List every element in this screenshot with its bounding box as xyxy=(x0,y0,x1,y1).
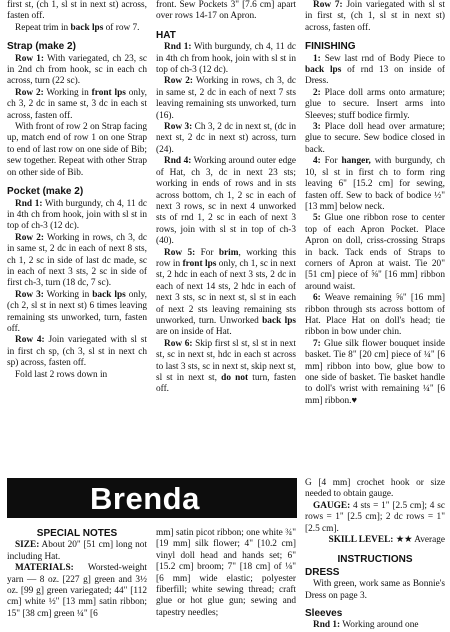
hat-row-7 xyxy=(305,0,445,34)
pocket-heading: Pocket (make 2) xyxy=(7,186,84,198)
pocket-rnd-1 xyxy=(7,199,147,233)
size-text xyxy=(7,540,147,563)
pocket-sew-text: front. Sew Pockets 3" [7.6 cm] apart over rows 14-17 on Apron. xyxy=(156,0,296,22)
instructions-heading: INSTRUCTIONS xyxy=(337,554,413,566)
special-notes-column xyxy=(7,528,147,620)
hat-row-5 xyxy=(156,248,296,339)
text: ★★ Average xyxy=(393,535,445,546)
row-label: Row 6: xyxy=(164,338,193,349)
text: Skip first sl st, sl st in next st, sc in next st, hdc in each st across to last 3 sts, sc in next st, skip next st, sl st in next st, xyxy=(156,338,296,383)
fold-text: Fold last 2 rows down in xyxy=(15,369,108,380)
pocket-row-3 xyxy=(7,290,147,336)
trim-text xyxy=(7,23,147,34)
row-label: Row 2: xyxy=(15,232,44,243)
strap-row-1 xyxy=(7,54,147,88)
finishing-step-1 xyxy=(305,54,445,88)
step-label: 5: xyxy=(313,213,321,224)
text: are on inside of Hat. xyxy=(156,327,232,338)
dress-text: With green, work same as Bonnie's Dress on page 3. xyxy=(305,579,445,601)
skill-level xyxy=(305,535,445,546)
hook-text: G [4 mm] crochet hook or size needed to obtain gauge. xyxy=(305,478,445,500)
text: Sew last rnd of Body Piece to xyxy=(320,53,445,64)
text: Ch 3, 2 dc in next st, (dc in next st, 2 dc in next st) across, turn (24). xyxy=(156,122,296,155)
row-label: Rnd 1: xyxy=(15,198,43,209)
hat-heading: HAT xyxy=(156,29,176,41)
materials-continued-column xyxy=(156,528,296,619)
text: 4 sts = 1" [2.5 cm]; 4 sc rows = 1" [2.5 cm]; 2 dc rows = 1" [2.5 cm]. xyxy=(305,500,445,534)
text: Working around outer edge of Hat, ch 3, dc in next 23 sts; working in ends of rows and in sts across bottom, ch 1, 2 sc in each of next 3 rows, sc in next 4 unworked sts of rnd 1, 2 sc in each of next 3 rows, join with sl st in top of ch-3 (40). xyxy=(156,156,297,247)
strap-assembly: With front of row 2 on Strap facing up, match end of row 1 on one Strap to end of last row on one side of Bib; sew together. Repeat with other Strap on other side of Bib. xyxy=(7,122,147,178)
row-label: Row 2: xyxy=(164,76,193,87)
bold-text: front lps xyxy=(91,87,126,98)
text: Worsted-weight yarn — 8 oz. [227 g] green and 3½ oz. [99 g] green variegated; 44" [112 cm] white ½" [13 mm] satin ribbon; 15" [38 cm] green ¼" [6 xyxy=(7,563,147,619)
hat-rnd-1 xyxy=(156,42,296,76)
materials-continued: mm] satin picot ribbon; one white ¾" [19 mm] silk flower; 4" [10.2 cm] vinyl doll head and hands set; 6" [15.2 cm] broom; 7" [18 cm] of ⅛" [6 mm] wide elastic; polyester fiberfill; white sewing thread; craft glue or hot glue gun; sewing and tapestry needles; xyxy=(156,528,296,618)
finishing-step-6 xyxy=(305,293,445,339)
pocket-row-4 xyxy=(7,335,147,369)
text: with burgundy, ch 10, sl st in first ch to form ring leaving 6" [15.2 cm] for sewing, fasten off. Sew to back of bodice ½" [13 mm] below neck. xyxy=(305,156,445,212)
row-label: Row 1: xyxy=(15,53,44,64)
text: Place doll head over armature; glue to secure. Sew bodice closed in back. xyxy=(305,122,445,155)
finishing-heading: FINISHING xyxy=(305,41,356,53)
bold-text: do not xyxy=(221,373,249,383)
hat-row-6 xyxy=(156,339,296,396)
row-label: Rnd 1: xyxy=(313,620,341,631)
materials-text xyxy=(7,563,147,620)
text: For xyxy=(320,156,342,167)
text: , working this row in xyxy=(156,247,296,269)
step-label: 3: xyxy=(313,122,321,133)
hat-rnd-4 xyxy=(156,156,296,247)
text: With burgundy, ch 4, 11 dc in 4th ch from hook, join with sl st in top of ch-3 (12 dc). xyxy=(156,42,297,76)
text: Repeat trim in xyxy=(15,22,71,33)
bold-text: back lps xyxy=(305,65,342,76)
finishing-step-5 xyxy=(305,213,445,293)
text: Join variegated with sl st in first st, (ch 1, sl st in next st) across, fasten off. xyxy=(305,0,445,33)
step-label: 7: xyxy=(313,338,321,349)
bold-text: back lps xyxy=(262,315,296,326)
strap-heading: Strap (make 2) xyxy=(7,41,76,53)
row-label: Rnd 1: xyxy=(164,42,192,53)
step-label: 6: xyxy=(313,293,321,304)
row-label: Row 3: xyxy=(15,289,44,300)
text: For xyxy=(195,247,219,258)
text: Working around one xyxy=(340,620,419,631)
label: SIZE: xyxy=(15,540,40,551)
bold-text: hanger, xyxy=(341,156,371,167)
row-label: Row 4: xyxy=(15,335,45,346)
text: only, ch 1, sc in next st, 2 hdc in each of next 3 sts, 2 dc in each of next 14 sts, 2 hdc in each of next 3 sts, sc in next st, sl st in each of next 2 sts leaving remaining sts unworked, turn. Unworked xyxy=(156,258,296,326)
text: only, ch 3, 2 dc in same st, 3 dc in each st across, fasten off. xyxy=(7,87,147,121)
text: Working in rows, ch 3, dc in same st, 2 dc in each of next 8 sts, ch 1, 2 sc in side of last dc made, sc in each of next 3 sts, 2 sc in side of first ch-3, turn (18 dc, 7 sc). xyxy=(7,232,147,289)
hat-row-2 xyxy=(156,76,296,122)
column-1 xyxy=(7,0,147,381)
step-label: 1: xyxy=(313,53,321,64)
text: of rnd 13 on inside of Dress. xyxy=(305,65,445,87)
row-label: Row 7: xyxy=(313,0,343,10)
bold-text: back lps xyxy=(70,22,104,33)
label: SKILL LEVEL: xyxy=(328,535,394,546)
row-label: Rnd 4: xyxy=(164,156,192,167)
text: Glue silk flower bouquet inside basket. Tie 8" [20 cm] piece of ¼" [6 mm] ribbon into bow, glue bow to one side of basket. Tie basket handle to doll's wrist with remaining ¼" [6 mm] ribbon.♥ xyxy=(305,338,445,406)
bold-text: brim xyxy=(218,247,239,258)
step-label: 4: xyxy=(313,156,321,167)
text: With burgundy, ch 4, 11 dc in 4th ch from hook, join with sl st in top of ch-3 (12 dc). xyxy=(7,198,148,232)
text: Working in rows, ch 3, dc in same st, 2 dc in each of next 7 sts leaving remaining sts unworked, turn (16). xyxy=(156,76,296,121)
text: turn, fasten off. xyxy=(156,373,296,395)
step-label: 2: xyxy=(313,87,321,98)
text: With variegated, ch 23, sc in 2nd ch from hook, sc in each ch across, turn (22 sc). xyxy=(7,53,147,87)
pattern-title: Brenda xyxy=(90,481,200,516)
dress-heading: DRESS xyxy=(305,566,340,578)
finishing-step-4 xyxy=(305,156,445,213)
text: Working in xyxy=(43,87,92,98)
sleeves-heading: Sleeves xyxy=(305,608,343,620)
label: MATERIALS: xyxy=(15,563,74,574)
pocket-row-2 xyxy=(7,233,147,290)
finishing-step-2 xyxy=(305,88,445,122)
text: Weave remaining ⅝" [16 mm] ribbon through sts across bottom of Hat. Place Hat on doll's head; tie ribbon in bow under chin. xyxy=(305,293,445,338)
gauge-text xyxy=(305,501,445,535)
row-label: Row 5: xyxy=(164,247,196,258)
text: of row 7. xyxy=(103,22,140,33)
text: only, (ch 2, sl st in next st) 6 times leaving remaining sts unworked, turn, fasten off. xyxy=(7,289,148,334)
bold-text: back lps xyxy=(92,289,126,300)
sleeves-rnd-1 xyxy=(305,620,445,631)
text: About 20" [51 cm] long not including Hat. xyxy=(7,540,147,562)
text: Glue one ribbon rose to center top of each Apron Pocket. Place Apron on doll, criss-crossing Straps in back. Tack ends of Straps to corners of Apron at waist. Tie 20" [51 cm] piece of ⅝" [16 mm] ribbon around waist. xyxy=(305,213,445,292)
gauge-instructions-column xyxy=(305,478,445,632)
column-2 xyxy=(156,0,296,396)
finishing-step-3 xyxy=(305,122,445,156)
strap-row-2 xyxy=(7,88,147,122)
intro-text: first st, (ch 1, sl st in next st) across, fasten off. xyxy=(7,0,147,22)
text: Place doll arms onto armature; glue to secure. Insert arms into Sleeves; stuff bodice firmly. xyxy=(305,87,445,121)
row-label: Row 2: xyxy=(15,87,44,98)
row-label: Row 3: xyxy=(164,122,193,133)
bold-text: front lps xyxy=(182,258,217,269)
text: Working in xyxy=(43,289,93,300)
hat-row-3 xyxy=(156,122,296,156)
label: GAUGE: xyxy=(313,500,351,511)
text: Join variegated with sl st in first ch sp, (ch 3, sl st in next ch sp) across, fasten off. xyxy=(7,335,147,369)
finishing-step-7 xyxy=(305,339,445,407)
column-3 xyxy=(305,0,445,407)
special-notes-heading: SPECIAL NOTES xyxy=(36,528,118,539)
